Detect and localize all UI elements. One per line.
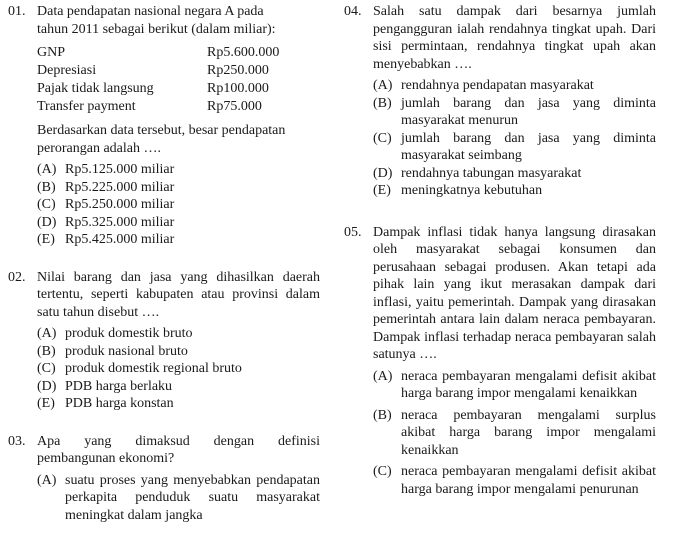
option-a[interactable] xyxy=(37,472,320,525)
question-02-text: Nilai barang dan jasa yang dihasilkan daerah tertentu, seperti kabupaten atau provinsi dalam satu tahun disebut …. xyxy=(37,269,320,320)
option-text: Rp5.225.000 miliar xyxy=(65,179,175,195)
option-text: PDB harga konstan xyxy=(65,396,174,411)
question-03-options xyxy=(37,472,320,525)
question-01-stem-line1: Data pendapatan nasional negara A pada xyxy=(37,4,264,19)
option-text: Rp5.125.000 miliar xyxy=(65,162,175,177)
question-01-stem-line2: tahun 2011 sebagai berikut (dalam miliar): xyxy=(37,21,276,37)
option-letter: (B) xyxy=(373,95,392,111)
question-04-options xyxy=(373,77,656,200)
option-letter: (D) xyxy=(37,214,57,230)
table-value: Rp100.000 xyxy=(207,81,269,96)
option-b[interactable] xyxy=(37,179,320,197)
option-text: produk domestik bruto xyxy=(65,326,193,341)
question-02-stem xyxy=(8,269,320,322)
question-03-stem xyxy=(8,433,320,468)
question-03-text: Apa yang dimaksud dengan definisi pembangunan ekonomi? xyxy=(37,433,320,466)
option-letter: (C) xyxy=(37,361,56,376)
question-05-options xyxy=(373,368,656,499)
option-text: meningkatnya kebutuhan xyxy=(401,183,543,198)
option-b[interactable] xyxy=(37,343,320,361)
option-e[interactable] xyxy=(37,395,320,413)
question-01-prompt-line1: Berdasarkan data tersebut, besar pendapatan xyxy=(37,123,286,138)
option-b[interactable] xyxy=(373,95,656,130)
table-row xyxy=(37,62,279,80)
option-a[interactable] xyxy=(37,325,320,343)
question-03 xyxy=(8,433,320,525)
option-e[interactable] xyxy=(37,231,320,249)
option-letter: (E) xyxy=(37,232,55,247)
table-row xyxy=(37,98,279,116)
right-column xyxy=(344,3,656,518)
question-number: 04. xyxy=(344,4,362,19)
option-letter: (A) xyxy=(37,472,57,488)
question-05-stem xyxy=(344,224,656,364)
option-a[interactable] xyxy=(373,368,656,403)
table-label: Pajak tidak langsung xyxy=(37,81,154,96)
option-text: jumlah barang dan jasa yang diminta masyarakat seimbang xyxy=(401,130,656,163)
table-row xyxy=(37,44,279,62)
table-label: Depresiasi xyxy=(37,63,97,78)
option-text: neraca pembayaran mengalami defisit akibat harga barang impor mengalami penurunan xyxy=(401,464,656,497)
question-01-text xyxy=(37,3,320,38)
option-text: suatu proses yang menyebabkan pendapatan perkapita penduduk suatu masyarakat meningkat dalam jangka xyxy=(65,472,320,523)
question-01-stem xyxy=(8,3,320,38)
option-text: produk nasional bruto xyxy=(65,343,188,359)
question-number: 02. xyxy=(8,269,26,285)
question-01-prompt-line2: perorangan adalah …. xyxy=(37,140,161,156)
option-text: PDB harga berlaku xyxy=(65,378,173,394)
question-number: 03. xyxy=(8,433,26,449)
option-letter: (C) xyxy=(37,197,56,212)
question-number: 01. xyxy=(8,4,26,19)
table-label: GNP xyxy=(37,45,66,60)
option-c[interactable] xyxy=(373,463,656,498)
question-05 xyxy=(344,224,656,499)
option-text: produk domestik regional bruto xyxy=(65,361,242,376)
question-01 xyxy=(8,3,320,249)
income-data-table xyxy=(37,44,279,116)
table-value: Rp250.000 xyxy=(207,63,269,78)
option-letter: (D) xyxy=(37,378,57,394)
option-b[interactable] xyxy=(373,407,656,460)
option-text: neraca pembayaran mengalami surplus akibat harga barang impor mengalami kenaikkan xyxy=(401,407,656,458)
question-01-options xyxy=(37,161,320,249)
table-label: Transfer payment xyxy=(37,99,136,114)
option-letter: (A) xyxy=(373,368,393,384)
option-d[interactable] xyxy=(37,214,320,232)
option-text: Rp5.250.000 miliar xyxy=(65,197,175,212)
option-letter: (D) xyxy=(373,165,393,181)
option-letter: (C) xyxy=(373,130,392,146)
option-text: rendahnya tabungan masyarakat xyxy=(401,165,582,181)
option-text: neraca pembayaran mengalami defisit akibat harga barang impor mengalami kenaikkan xyxy=(401,368,656,401)
left-column xyxy=(8,3,320,544)
question-number: 05. xyxy=(344,224,362,240)
option-c[interactable] xyxy=(37,196,320,214)
option-letter: (A) xyxy=(37,326,57,341)
table-value: Rp5.600.000 xyxy=(207,45,280,60)
option-d[interactable] xyxy=(37,378,320,396)
option-letter: (E) xyxy=(373,183,391,198)
question-05-text: Dampak inflasi tidak hanya langsung dirasakan oleh masyarakat sebagai konsumen dan perusahaan sebagai produsen. Akan tetapi ada pihak lain yang ikut merasakan dampak dari inflasi, yaitu pemerintah. Dampak yang dirasakan pemerintah antara lain dalam neraca pembayaran. Dampak inflasi terhadap neraca pembayaran salah satunya …. xyxy=(373,224,656,362)
option-a[interactable] xyxy=(37,161,320,179)
option-text: Rp5.425.000 miliar xyxy=(65,232,175,247)
question-04-text: Salah satu dampak dari besarnya jumlah pengangguran ialah rendahnya tingkat upah. Dari sisi permintaan, rendahnya tingkat upah akan menyebabkan …. xyxy=(373,4,656,72)
option-text: rendahnya pendapatan masyarakat xyxy=(401,78,594,93)
question-02 xyxy=(8,269,320,413)
option-letter: (A) xyxy=(37,162,57,177)
option-letter: (C) xyxy=(373,464,392,479)
option-text: Rp5.325.000 miliar xyxy=(65,214,175,230)
question-04 xyxy=(344,3,656,200)
table-value: Rp75.000 xyxy=(207,99,262,114)
option-letter: (A) xyxy=(373,78,393,93)
option-letter: (B) xyxy=(373,407,392,423)
option-d[interactable] xyxy=(373,165,656,183)
option-a[interactable] xyxy=(373,77,656,95)
option-c[interactable] xyxy=(373,130,656,165)
table-row xyxy=(37,80,279,98)
option-letter: (E) xyxy=(37,396,55,411)
question-01-prompt xyxy=(37,122,320,157)
option-letter: (B) xyxy=(37,179,56,195)
option-letter: (B) xyxy=(37,343,56,359)
question-02-options xyxy=(37,325,320,413)
question-04-stem xyxy=(344,3,656,73)
option-text: jumlah barang dan jasa yang diminta masyarakat menurun xyxy=(401,95,656,128)
option-c[interactable] xyxy=(37,360,320,378)
option-e[interactable] xyxy=(373,182,656,200)
